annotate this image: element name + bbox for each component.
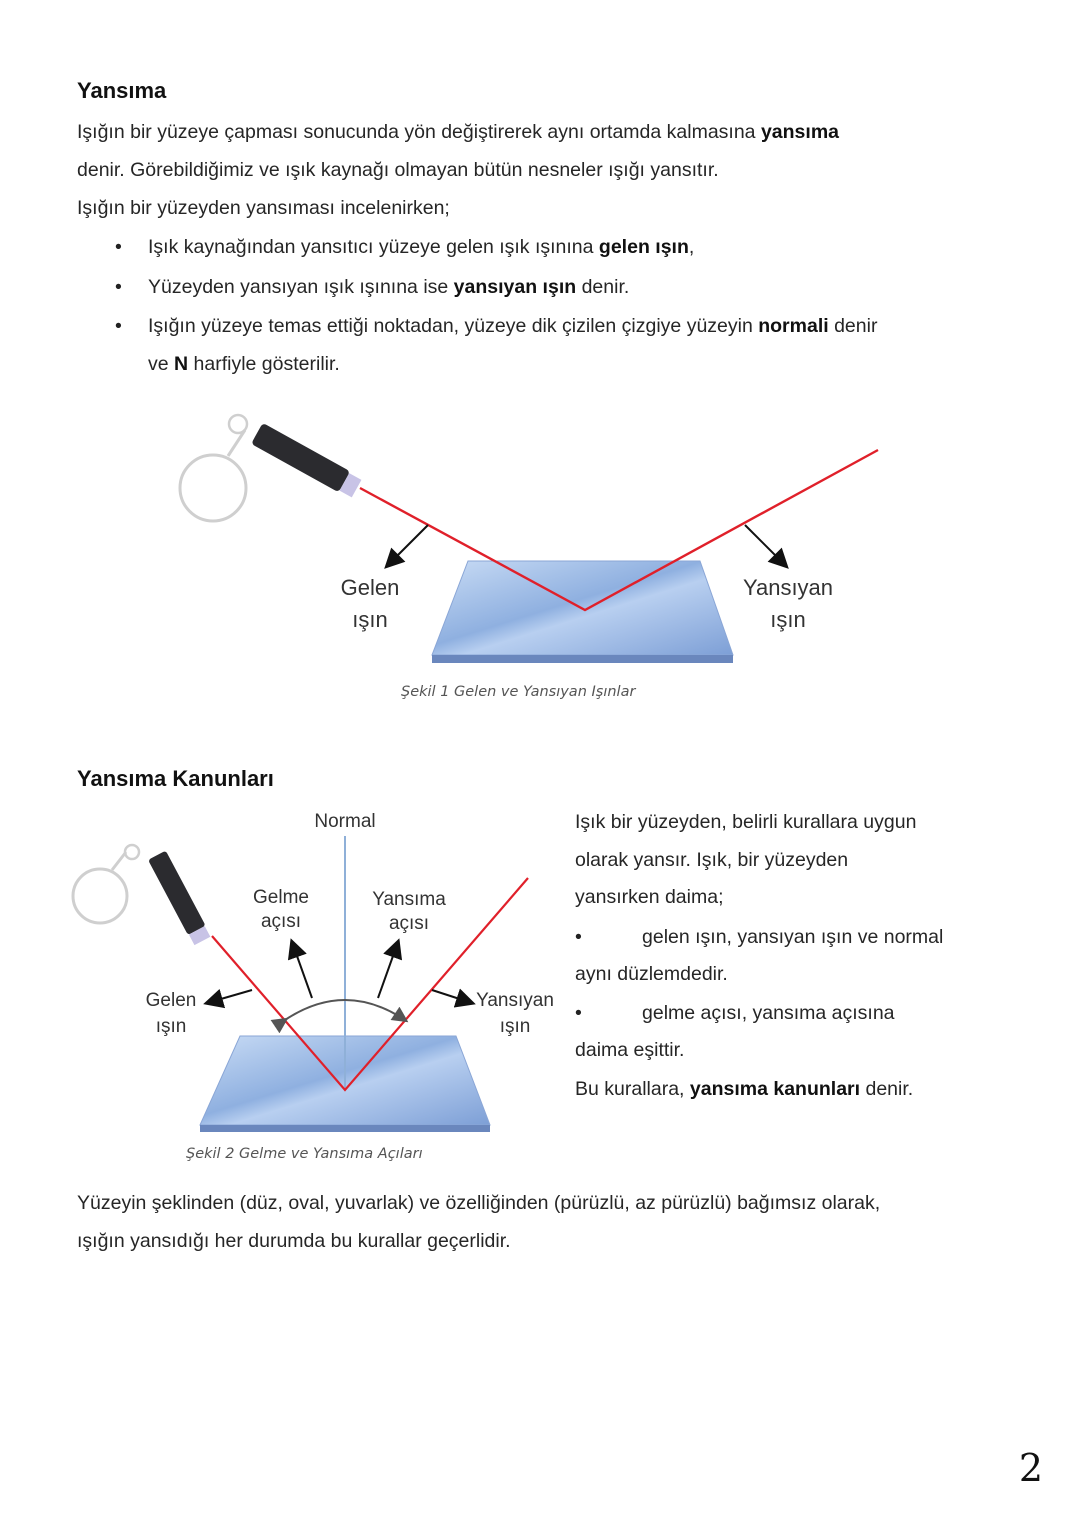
bullet-item <box>148 307 877 345</box>
glass-block-edge <box>432 655 733 663</box>
incident-ray-label: Gelen <box>340 575 400 600</box>
paragraph-line: Işık bir yüzeyden, belirli kurallara uygun <box>575 811 917 833</box>
reflection-angle-label: açısı <box>388 913 430 934</box>
bullet-dot: • <box>575 926 582 948</box>
figure-2-angles-diagram <box>0 800 570 1145</box>
paragraph-line: denir. Görebildiğimiz ve ışık kaynağı olmayan bütün nesneler ışığı yansıtır. <box>77 159 719 181</box>
laser-pointer-icon <box>251 423 362 499</box>
rule-item: gelme açısı, yansıma açısına <box>642 1002 895 1024</box>
lens-handle-icon <box>112 852 126 870</box>
paragraph-line: ışığın yansıdığı her durumda bu kurallar geçerlidir. <box>77 1230 511 1252</box>
text-span: Yüzeyden yansıyan ışık ışınına ise <box>148 276 454 298</box>
incident-ray-arrow-icon <box>207 990 252 1003</box>
text-span: Işığın bir yüzeye çapması sonucunda yön değiştirerek aynı ortamda kalmasına <box>77 121 761 143</box>
bullet-dot: • <box>115 236 122 258</box>
holder-ring-icon <box>229 415 247 433</box>
lens-icon <box>180 455 246 521</box>
text-span: ve <box>148 353 175 375</box>
incidence-angle-arrow-icon <box>292 942 312 998</box>
paragraph-line: olarak yansır. Işık, bir yüzeyden <box>575 849 849 871</box>
text-span: denir. <box>860 1078 914 1100</box>
text-span: harfiyle gösterilir. <box>188 353 340 375</box>
text-span: denir. <box>576 276 630 298</box>
bold-term: yansıma <box>760 121 840 143</box>
holder-ring-icon <box>125 845 139 859</box>
lens-icon <box>73 869 127 923</box>
section-title-yansima: Yansıma <box>77 78 167 103</box>
rule-item-continuation: aynı düzlemdedir. <box>575 963 728 985</box>
incident-ray-label: ışın <box>155 1016 187 1037</box>
reflection-angle-label: Yansıma <box>372 889 446 910</box>
incidence-angle-label: açısı <box>260 911 302 932</box>
reflected-ray-label: Yansıyan <box>742 575 834 600</box>
text-span: Bu kurallara, <box>575 1078 690 1100</box>
paragraph-line <box>77 113 839 151</box>
incident-ray-label: Gelen <box>145 990 197 1011</box>
paragraph-line: Işığın bir yüzeyden yansıması incelenirken; <box>77 197 450 219</box>
bullet-dot: • <box>115 315 122 337</box>
incidence-angle-label: Gelme <box>253 887 309 908</box>
bullet-item <box>148 268 629 306</box>
text-span: Işığın yüzeye temas ettiği noktadan, yüzeye dik çizilen çizgiye yüzeyin <box>148 315 759 337</box>
glass-block-edge <box>200 1125 490 1132</box>
paragraph-line: yansırken daima; <box>575 886 724 908</box>
reflected-ray-arrow-icon <box>432 990 472 1003</box>
text-span: , <box>688 236 695 258</box>
bullet-dot: • <box>115 276 122 298</box>
figure-2-caption: Şekil 2 Gelme ve Yansıma Açıları <box>186 1146 423 1162</box>
bullet-dot: • <box>575 1002 582 1024</box>
section-title-yansima-kanunlari: Yansıma Kanunları <box>77 766 274 791</box>
bullet-item-continuation <box>148 345 340 383</box>
rule-item: gelen ışın, yansıyan ışın ve normal <box>642 926 944 948</box>
bold-term: normali <box>758 315 829 337</box>
figure-1-caption: Şekil 1 Gelen ve Yansıyan Işınlar <box>401 684 636 700</box>
bold-term: N <box>174 353 189 375</box>
page-number: 2 <box>1018 1446 1043 1490</box>
bold-term: yansıma kanunları <box>689 1078 861 1100</box>
paragraph-line: Yüzeyin şeklinden (düz, oval, yuvarlak) ve özelliğinden (pürüzlü, az pürüzlü) bağımsız olarak, <box>77 1192 881 1214</box>
reflection-angle-arrow-icon <box>378 942 398 998</box>
bold-term: yansıyan ışın <box>453 276 577 298</box>
reflected-ray-label: ışın <box>499 1016 531 1037</box>
bullet-item <box>148 228 694 266</box>
reflected-ray-label: ışın <box>770 607 806 632</box>
laser-pointer-icon <box>148 851 211 946</box>
paragraph-line <box>575 1070 913 1108</box>
figure-1-reflection-diagram <box>0 400 1080 690</box>
normal-label: Normal <box>314 811 376 832</box>
text-span: denir <box>828 315 878 337</box>
reflected-arrow-icon <box>745 525 786 566</box>
rule-item-continuation: daima eşittir. <box>575 1039 685 1061</box>
incident-arrow-icon <box>387 525 428 566</box>
bold-term: gelen ışın <box>598 236 689 258</box>
reflected-ray-label: Yansıyan <box>476 990 554 1011</box>
incident-ray-label: ışın <box>352 607 388 632</box>
text-span: Işık kaynağından yansıtıcı yüzeye gelen ışık ışınına <box>148 236 599 258</box>
